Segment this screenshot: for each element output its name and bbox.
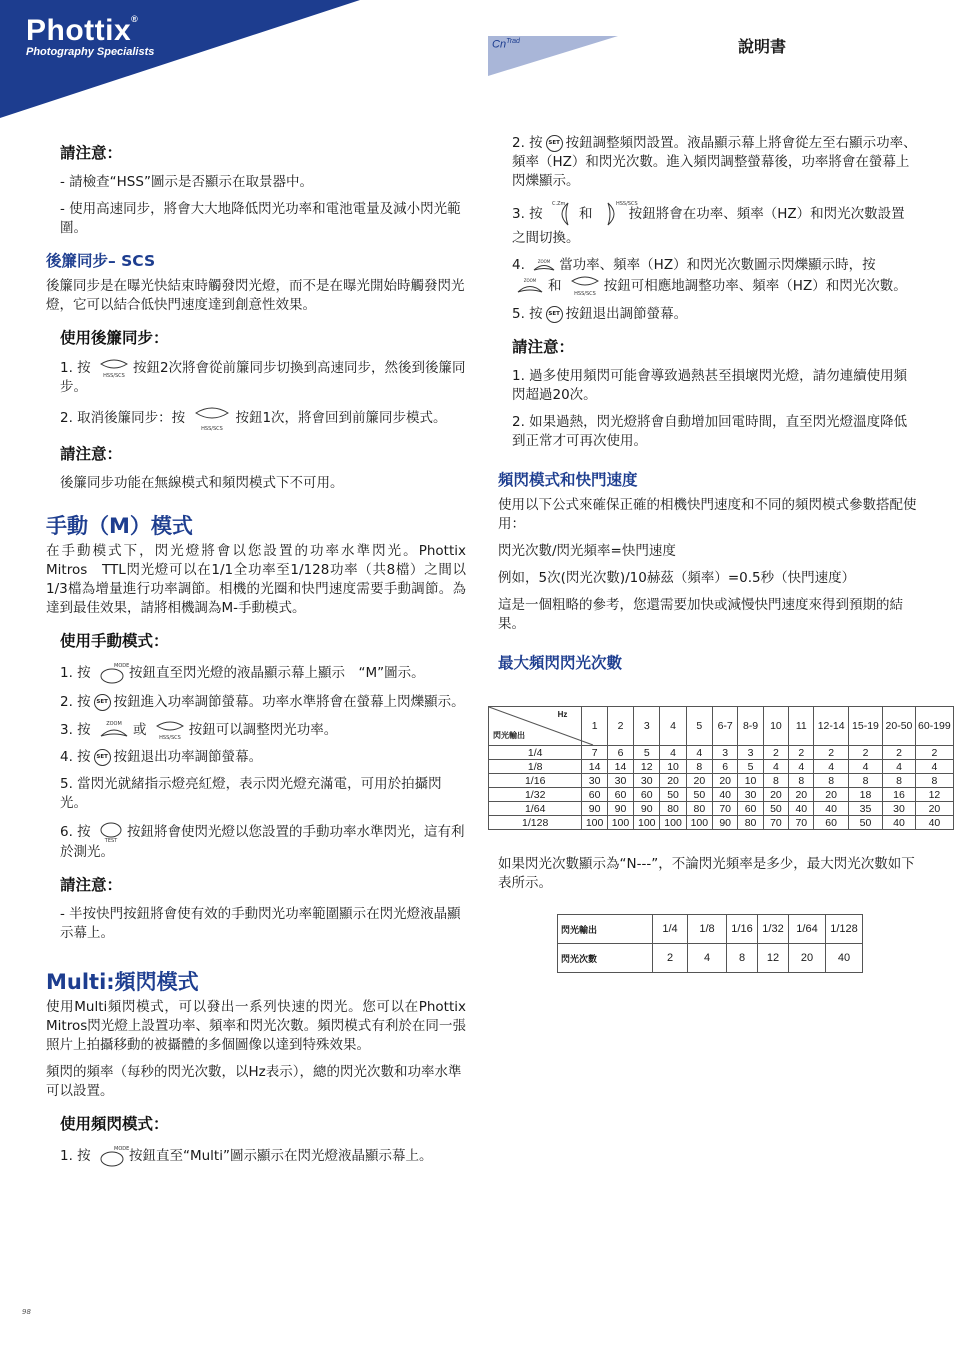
table-row — [489, 760, 954, 774]
svg-text:ZOOM: ZOOM — [106, 721, 122, 727]
freq-header-cell: 15-19 — [848, 707, 882, 746]
count-cell: 20 — [789, 788, 814, 802]
count-cell: 4 — [883, 760, 916, 774]
right-note-line: 2. 如果過熱，閃光燈將會自動增加回電時間，直至閃光燈溫度降低到正常才可再次使用。 — [512, 414, 908, 449]
multi-body1: 使用Multi頻閃模式，可以發出一系列快速的閃光。您可以在Phottix Mitros閃光燈上設置功率、頻率和閃光次數。頻閃模式有利於在同一張照片上拍攝移動的被攝體的多個圖像以達到特殊效果。 — [46, 999, 480, 1053]
count-cell: 2 — [763, 746, 788, 760]
count-cell: 100 — [660, 816, 686, 830]
svg-text:MODE: MODE — [113, 1146, 130, 1152]
hz-label: Hz — [557, 710, 568, 719]
count-cell: 2 — [653, 944, 688, 973]
count-cell: 30 — [607, 774, 633, 788]
count-cell: 60 — [582, 788, 607, 802]
count-cell: 4 — [848, 760, 882, 774]
table-row — [489, 816, 954, 830]
count-cell: 50 — [763, 802, 788, 816]
multi-step4: 4. ZOOM 當功率、頻率（HZ）和閃光次數圖示閃爍顯示時，按 ZOOM 和 HSS/SCS 按鈕可相應地調整功率、頻率（HZ）和閃光次數。 — [512, 257, 907, 297]
freq-header-cell: 60-199 — [915, 707, 953, 746]
count-cell: 8 — [814, 774, 848, 788]
hss-side-button-icon — [600, 199, 638, 229]
use-scs-title: 使用後簾同步： — [60, 329, 169, 347]
mode-button-icon — [98, 1144, 130, 1168]
svg-text:MODE: MODE — [113, 663, 130, 669]
count-cell: 90 — [607, 802, 633, 816]
count-cell: 20 — [763, 788, 788, 802]
output-cell: 1/64 — [789, 915, 826, 944]
count-cell: 40 — [915, 816, 953, 830]
freq-header-cell: 1 — [582, 707, 607, 746]
row-label: 閃光次數 — [558, 944, 653, 973]
use-scs-step2: 2. 取消後簾同步：按 HSS/SCS 按鈕1次，將會回到前簾同步模式。 — [60, 405, 466, 431]
table-row — [558, 944, 863, 973]
freq-header-cell: 2 — [607, 707, 633, 746]
count-cell: 100 — [582, 816, 607, 830]
left-column — [46, 130, 480, 1176]
multi-mode-title: Multi:頻閃模式 — [46, 970, 199, 994]
svg-text:ZOOM: ZOOM — [523, 278, 537, 283]
output-cell: 1/32 — [758, 915, 789, 944]
hss-button-icon — [154, 720, 186, 740]
table-row — [558, 915, 863, 944]
multi-step2: 2. 按 SET 按鈕調整頻閃設置。液晶顯示幕上將會從左至右顯示功率、頻率（HZ）和閃光次數。進入頻閃調整螢幕後，功率將會在螢幕上閃爍顯示。 — [512, 135, 917, 189]
count-cell: 2 — [915, 746, 953, 760]
count-cell: 4 — [688, 944, 727, 973]
hss-button-icon — [98, 358, 130, 378]
note1-line: - 使用高速同步，將會大大地降低閃光功率和電池電量及減小閃光範圍。 — [60, 201, 461, 236]
freq-header-cell: 20-50 — [883, 707, 916, 746]
multi-step3: 3. 按 C.Zm 和 HSS/SCS 按鈕將會在功率、頻率（HZ）和閃光次數設置之間切換。 — [512, 201, 905, 246]
count-cell: 80 — [660, 802, 686, 816]
use-multi-title: 使用頻閃模式： — [60, 1115, 169, 1133]
zoom-button-icon — [532, 258, 556, 272]
use-manual-title: 使用手動模式： — [60, 632, 169, 650]
test-button-icon — [98, 821, 124, 843]
manual-step2: 2. 按 SET 按鈕進入功率調節螢幕。功率水準將會在螢幕上閃爍顯示。 — [60, 694, 465, 710]
count-cell: 40 — [883, 816, 916, 830]
count-cell: 70 — [789, 816, 814, 830]
brand-name: Phottix — [26, 14, 132, 47]
output-cell: 1/64 — [489, 802, 582, 816]
count-cell: 4 — [915, 760, 953, 774]
manual-mode-body: 在手動模式下，閃光燈將會以您設置的功率水準閃光。Phottix Mitros TTL閃光燈可以在1/1全功率至1/128功率（共8檔）之間以1/3檔為增量進行功率調節。相機的光圈和快門速度需要手動調節。為達到最佳效果，請將相機調為M-手動模式。 — [46, 543, 480, 616]
count-cell: 8 — [848, 774, 882, 788]
count-cell: 80 — [686, 802, 712, 816]
count-cell: 90 — [712, 816, 737, 830]
count-cell: 4 — [686, 746, 712, 760]
count-cell: 100 — [634, 816, 660, 830]
shutter-line: 例如，5次(閃光次數)/10赫茲（頻率）=0.5秒（快門速度） — [498, 570, 856, 586]
count-cell: 3 — [712, 746, 737, 760]
count-cell: 70 — [763, 816, 788, 830]
freq-header-cell: 8-9 — [738, 707, 763, 746]
count-cell: 8 — [727, 944, 758, 973]
count-cell: 20 — [660, 774, 686, 788]
freq-header-cell: 4 — [660, 707, 686, 746]
manual-step5: 5. 當閃光就緒指示燈亮紅燈，表示閃光燈充滿電，可用於拍攝閃光。 — [60, 776, 442, 811]
table-row — [489, 774, 954, 788]
scs-body: 後簾同步是在曝光快結束時觸發閃光燈，而不是在曝光開始時觸發閃光燈，它可以結合低快門速度達到創意性效果。 — [46, 278, 465, 313]
svg-text:HSS/SCS: HSS/SCS — [201, 426, 224, 432]
brand-logo — [26, 14, 154, 58]
shutter-title: 頻閃模式和快門速度 — [498, 471, 638, 489]
freq-header-cell: 11 — [789, 707, 814, 746]
after-table-text: 如果閃光次數顯示為“N---”，不論閃光頻率是多少，最大閃光次數如下表所示。 — [498, 856, 915, 891]
zoom-button-icon — [98, 720, 130, 740]
count-cell: 60 — [814, 816, 848, 830]
note1-line: - 請檢查“HSS”圖示是否顯示在取景器中。 — [60, 174, 313, 190]
count-cell: 2 — [814, 746, 848, 760]
count-cell: 20 — [789, 944, 826, 973]
zoom-button-icon — [515, 277, 545, 295]
max-flash-table — [488, 706, 954, 830]
output-cell: 1/16 — [489, 774, 582, 788]
czm-button-icon — [550, 199, 576, 229]
count-cell: 8 — [883, 774, 916, 788]
manual-step3: 3. 按 ZOOM 或 HSS/SCS 按鈕可以調整閃光功率。 — [60, 721, 338, 741]
svg-text:HSS/SCS: HSS/SCS — [615, 201, 638, 207]
set-button-icon: SET — [546, 306, 563, 323]
output-cell: 1/8 — [489, 760, 582, 774]
count-cell: 30 — [634, 774, 660, 788]
count-cell: 18 — [848, 788, 882, 802]
count-cell: 10 — [660, 760, 686, 774]
count-cell: 60 — [607, 788, 633, 802]
max-flash-title: 最大頻閃閃光次數 — [498, 654, 623, 672]
manual-step6: 6. 按 TEST 按鈕將會使閃光燈以您設置的手動功率水準閃光，這有利於測光。 — [60, 821, 466, 862]
language-code: $Cn^{Trad}$ — [492, 38, 520, 51]
count-cell: 8 — [915, 774, 953, 788]
right-note-title: 請注意： — [512, 338, 575, 356]
manual-step4: 4. 按 SET 按鈕退出功率調節螢幕。 — [60, 749, 263, 765]
manual-step1: 1. 按 MODE 按鈕直至閃光燈的液晶顯示幕上顯示 “M”圖示。 — [60, 661, 466, 685]
note2-title: 請注意： — [60, 445, 123, 463]
note2-body: 後簾同步功能在無線模式和頻閃模式下不可用。 — [60, 475, 344, 491]
count-cell: 30 — [883, 802, 916, 816]
count-cell: 70 — [712, 802, 737, 816]
table-row — [489, 788, 954, 802]
mode-button-icon — [98, 661, 130, 685]
output-cell: 1/4 — [653, 915, 688, 944]
count-cell: 14 — [607, 760, 633, 774]
count-cell: 5 — [634, 746, 660, 760]
count-cell: 30 — [582, 774, 607, 788]
language-sup: Trad — [506, 38, 520, 45]
count-cell: 5 — [738, 760, 763, 774]
count-cell: 4 — [814, 760, 848, 774]
count-cell: 4 — [789, 760, 814, 774]
count-cell: 35 — [848, 802, 882, 816]
multi-step5: 5. 按 SET 按鈕退出調節螢幕。 — [512, 306, 688, 322]
svg-text:TEST: TEST — [104, 838, 118, 844]
table-corner-cell — [489, 707, 582, 746]
svg-text:C.Zm: C.Zm — [551, 201, 566, 207]
set-button-icon: SET — [94, 694, 111, 711]
count-cell: 100 — [686, 816, 712, 830]
table-row — [489, 746, 954, 760]
count-cell: 8 — [763, 774, 788, 788]
shutter-line: 閃光次數/閃光頻率=快門速度 — [498, 543, 676, 559]
count-cell: 20 — [686, 774, 712, 788]
output-cell: 1/16 — [727, 915, 758, 944]
set-button-icon: SET — [94, 749, 111, 766]
note1-title: 請注意： — [60, 144, 123, 162]
count-cell: 90 — [582, 802, 607, 816]
svg-text:HSS/SCS: HSS/SCS — [158, 735, 181, 741]
right-note-line: 1. 過多使用頻閃可能會導致過熱甚至損壞閃光燈，請勿連續使用頻閃超過20次。 — [512, 368, 908, 403]
shutter-line: 這是一個粗略的參考，您還需要加快或減慢快門速度來得到預期的結果。 — [498, 597, 903, 632]
count-cell: 50 — [686, 788, 712, 802]
output-cell: 1/8 — [688, 915, 727, 944]
count-cell: 30 — [738, 788, 763, 802]
table-row — [489, 802, 954, 816]
count-cell: 60 — [738, 802, 763, 816]
row-label: 閃光輸出 — [558, 915, 653, 944]
count-cell: 8 — [686, 760, 712, 774]
manual-mode-title: 手動（M）模式 — [46, 514, 193, 538]
count-cell: 16 — [883, 788, 916, 802]
output-cell: 1/128 — [489, 816, 582, 830]
output-cell: 1/128 — [826, 915, 863, 944]
count-cell: 20 — [814, 788, 848, 802]
n-mode-table — [557, 914, 863, 973]
output-cell: 1/32 — [489, 788, 582, 802]
set-button-icon: SET — [546, 135, 563, 152]
count-cell: 12 — [634, 760, 660, 774]
count-cell: 2 — [789, 746, 814, 760]
count-cell: 40 — [712, 788, 737, 802]
count-cell: 80 — [738, 816, 763, 830]
hss-button-icon — [192, 405, 232, 431]
svg-text:HSS/SCS: HSS/SCS — [103, 373, 125, 379]
note3-title: 請注意： — [60, 876, 123, 894]
count-cell: 6 — [607, 746, 633, 760]
freq-header-cell: 3 — [634, 707, 660, 746]
count-cell: 50 — [848, 816, 882, 830]
brand-registered: ® — [131, 14, 139, 24]
freq-header-cell: 10 — [763, 707, 788, 746]
count-cell: 40 — [814, 802, 848, 816]
count-cell: 100 — [607, 816, 633, 830]
multi-step1: 1. 按 MODE 按鈕直至“Multi”圖示顯示在閃光燈液晶顯示幕上。 — [60, 1144, 466, 1168]
freq-header-cell: 12-14 — [814, 707, 848, 746]
count-cell: 6 — [712, 760, 737, 774]
table-header-row — [489, 707, 954, 746]
count-cell: 20 — [915, 802, 953, 816]
manual-title: 說明書 — [738, 37, 787, 56]
count-cell: 20 — [712, 774, 737, 788]
svg-text:ZOOM: ZOOM — [537, 259, 551, 264]
count-cell: 12 — [758, 944, 789, 973]
count-cell: 12 — [915, 788, 953, 802]
scs-title: 後簾同步– SCS — [46, 252, 156, 270]
count-cell: 10 — [738, 774, 763, 788]
use-scs-step1: 1. 按 HSS/SCS 按鈕2次將會從前簾同步切換到高速同步，然後到後簾同步。 — [60, 360, 466, 395]
count-cell: 4 — [763, 760, 788, 774]
hss-button-icon — [569, 275, 601, 297]
brand-tagline: Photography Specialists — [26, 46, 155, 58]
count-cell: 14 — [582, 760, 607, 774]
freq-header-cell: 5 — [686, 707, 712, 746]
count-cell: 60 — [634, 788, 660, 802]
count-cell: 3 — [738, 746, 763, 760]
note3-body: - 半按快門按鈕將會使有效的手動閃光功率範圍顯示在閃光燈液晶顯示幕上。 — [60, 906, 461, 941]
page-number: 98 — [22, 1308, 31, 1316]
multi-body2: 頻閃的頻率（每秒的閃光次數，以Hz表示），總的閃光次數和功率水準可以設置。 — [46, 1064, 462, 1099]
output-label: 閃光輸出 — [493, 731, 525, 740]
freq-header-cell: 6-7 — [712, 707, 737, 746]
shutter-line: 使用以下公式來確保正確的相機快門速度和不同的頻閃模式參數搭配使用： — [498, 497, 917, 532]
count-cell: 50 — [660, 788, 686, 802]
count-cell: 8 — [789, 774, 814, 788]
count-cell: 4 — [660, 746, 686, 760]
right-column — [498, 134, 918, 679]
svg-text:HSS/SCS: HSS/SCS — [573, 291, 596, 297]
count-cell: 2 — [848, 746, 882, 760]
count-cell: 90 — [634, 802, 660, 816]
count-cell: 7 — [582, 746, 607, 760]
count-cell: 40 — [789, 802, 814, 816]
output-cell: 1/4 — [489, 746, 582, 760]
count-cell: 40 — [826, 944, 863, 973]
count-cell: 2 — [883, 746, 916, 760]
